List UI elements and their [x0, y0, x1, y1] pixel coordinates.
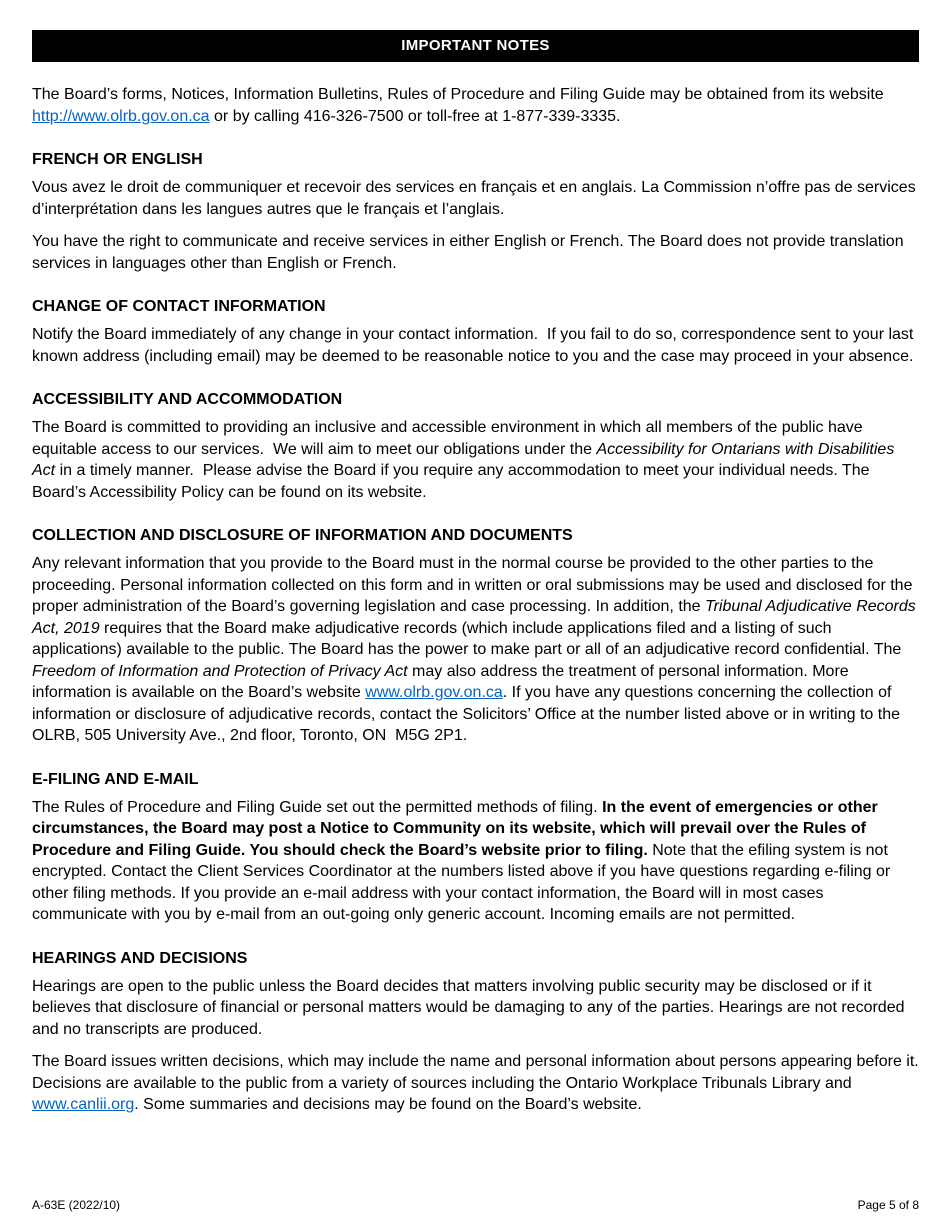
- section-heading-accessibility: ACCESSIBILITY AND ACCOMMODATION: [32, 391, 343, 408]
- text-run: In the event of emergencies or other circumstances, the Board may post a Notice to Community on its website, which will prevail over the Rules of Procedure and Filing Guide. You should check the Board’s website prior to filing.: [32, 798, 883, 859]
- paragraph-collection: [32, 553, 919, 747]
- paragraph-accessibility: [32, 417, 919, 503]
- text-run: or by calling 416-326-7500 or toll-free at 1-877-339-3335.: [209, 107, 621, 125]
- paragraph-hearings-1: Hearings are open to the public unless the Board decides that matters involving public security may be disclosed or if it believes that disclosure of financial or personal matters would be damaging to any of the parties. Hearings are not recorded and no transcripts are produced.: [32, 977, 909, 1038]
- text-run: may also address the treatment of personal information. More information is available on the Board’s website: [32, 662, 854, 701]
- paragraph-hearings-2: [32, 1051, 928, 1116]
- text-run: The Board’s forms, Notices, Information Bulletins, Rules of Procedure and Filing Guide may be obtained from its website: [32, 86, 889, 103]
- page-content: [32, 84, 928, 1116]
- page-footer: [32, 1198, 919, 1212]
- text-run: The Board is committed to providing an inclusive and accessible environment in which all members of the public have equitable access to our services. We will aim to meet our obligations under the: [32, 419, 868, 458]
- form-number: A-63E (2022/10): [32, 1198, 121, 1212]
- section-heading-efiling-email: E-FILING AND E-MAIL: [32, 770, 199, 788]
- section-heading-collection-disclosure: COLLECTION AND DISCLOSURE OF INFORMATION AND DOCUMENTS: [32, 527, 573, 544]
- intro-paragraph: [32, 84, 919, 127]
- text-run: requires that the Board make adjudicative records (which include applications filed and a listing of such applications) available to the public. The Board has the power to make part or all of an adjudicative record confidential. The: [32, 619, 906, 658]
- banner-title: IMPORTANT NOTES: [401, 37, 550, 54]
- text-run: Tribunal Adjudicative Records Act, 2019: [32, 598, 920, 637]
- section-heading-french-or-english: FRENCH OR ENGLISH: [32, 151, 203, 168]
- text-run: Accessibility for Ontarians with Disabilities Act: [32, 440, 899, 479]
- text-run: Any relevant information that you provide to the Board must in the normal course be provided to the other parties to the proceeding. Personal information collected on this form and in written or oral submissions may be used and disclosed for the proper administration of the Board’s governing legislation and case processing. In addition, the: [32, 555, 917, 615]
- text-run: . If you have any questions concerning the collection of information or disclosure of adjudicative records, contact the Solicitors’ Office at the number listed above or in writing to the OLRB, 505 University Ave., 2nd floor, Toronto, ON M5G 2P1.: [32, 684, 905, 744]
- text-run: . Some summaries and decisions may be found on the Board’s website.: [134, 1096, 642, 1113]
- text-run: The Board issues written decisions, which may include the name and personal information about persons appearing before it. Decisions are available to the public from a variety of sources including the Ontario Workplace Tribunals Library and: [32, 1053, 928, 1092]
- paragraph-contact: Notify the Board immediately of any change in your contact information. If you fail to do so, correspondence sent to your last known address (including email) may be deemed to be reasonable notice to you and the case may proceed in your absence.: [32, 326, 918, 365]
- important-notes-banner: [32, 30, 919, 62]
- paragraph-french: Vous avez le droit de communiquer et recevoir des services en français et en anglais. La Commission n’offre pas de services d’interprétation dans les langues autres que le français et l’anglais.: [32, 179, 921, 218]
- paragraph-english: You have the right to communicate and receive services in either English or French. The Board does not provide translation services in languages other than English or French.: [32, 233, 909, 272]
- page-number: Page 5 of 8: [857, 1198, 919, 1212]
- hyperlink[interactable]: http://www.olrb.gov.on.ca: [32, 107, 210, 125]
- paragraph-efiling: [32, 797, 919, 926]
- text-run: Note that the efiling system is not encrypted. Contact the Client Services Coordinator at the numbers listed above if you have questions regarding e-filing or other filing methods. If you provide an e-mail address with your contact information, the Board will in most cases communicate with you by e-mail from an out-going only generic account. Incoming emails are not permitted.: [32, 841, 895, 923]
- text-run: in a timely manner. Please advise the Board if you require any accommodation to meet your individual needs. The Board’s Accessibility Policy can be found on its website.: [32, 462, 874, 501]
- text-run: The Rules of Procedure and Filing Guide set out the permitted methods of filing.: [32, 798, 603, 816]
- text-run: Freedom of Information and Protection of Privacy Act: [32, 662, 408, 680]
- hyperlink[interactable]: www.canlii.org: [32, 1096, 135, 1113]
- section-heading-change-of-contact: CHANGE OF CONTACT INFORMATION: [32, 298, 326, 315]
- hyperlink[interactable]: www.olrb.gov.on.ca: [365, 684, 503, 701]
- section-heading-hearings-decisions: HEARINGS AND DECISIONS: [32, 949, 248, 967]
